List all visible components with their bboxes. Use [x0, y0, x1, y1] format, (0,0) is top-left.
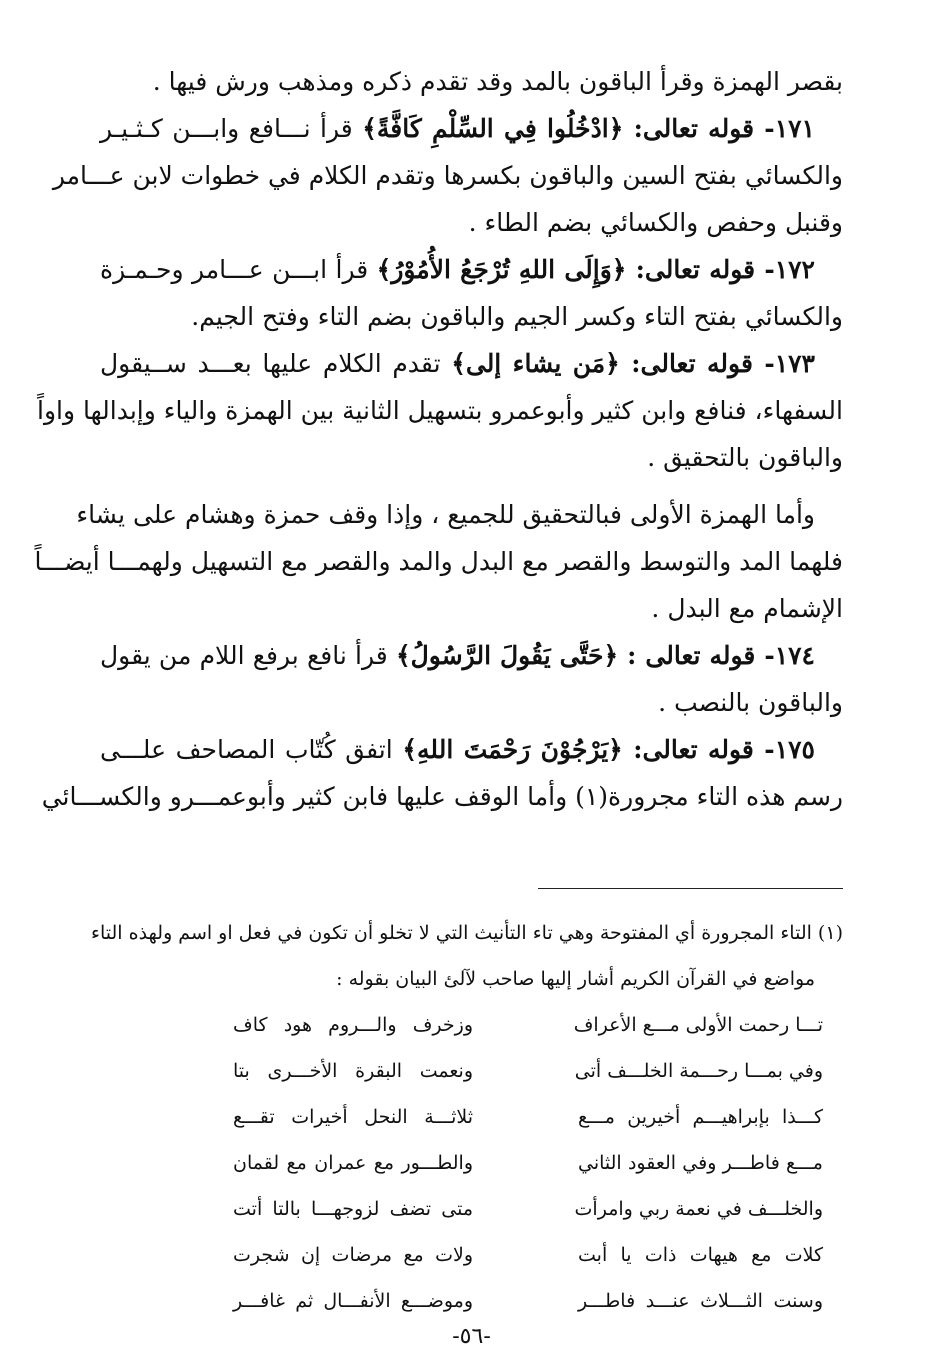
text-line: فلهما المد والتوسط والقصر مع البدل والمد والقصر مع التسهيل ولهمـــا أيضـــاً: [34, 547, 843, 576]
text-line: رسم هذه التاء مجرورة(١) وأما الوقف عليها فابن كثير وأبوعمـــرو والكســـائي: [41, 782, 843, 811]
verse-first-hemistich: وسنت الثـــلاث عنـــد فاطـــر: [578, 1290, 823, 1312]
verse-first-hemistich: مـــع فاطـــر وفي العقود الثاني: [578, 1152, 823, 1174]
verse-second-hemistich: ثلاثـــة النحل أخيرات تقـــع: [233, 1106, 473, 1128]
text-line: والباقون بالتحقيق .: [647, 443, 843, 472]
main-text: [34, 58, 843, 820]
text-line: السفهاء، فنافع وابن كثير وأبوعمرو بتسهيل الثانية بين الهمزة والياء وإبدالها واواً: [37, 396, 843, 425]
verse-second-hemistich: متى تضف لزوجهـــا بالتا أتت: [233, 1198, 473, 1220]
verse-first-hemistich: كـــذا بإبراهيـــم أخيرين مـــع: [578, 1106, 823, 1128]
text-line: والكسائي بفتح السين والباقون بكسرها وتقدم الكلام في خطوات لابن عـــامر: [52, 161, 843, 190]
verse-row: [0, 1094, 943, 1140]
verse-second-hemistich: والطـــور مع عمران مع لقمان: [233, 1152, 473, 1174]
verse-second-hemistich: ونعمت البقرة الأخـــرى بتا: [233, 1060, 473, 1082]
verse-first-hemistich: وفي بمـــا رحـــمة الخلـــف أتى: [574, 1060, 823, 1082]
text-line: وقنبل وحفص والكسائي بضم الطاء .: [468, 208, 843, 237]
poem-verses: [0, 1002, 943, 1324]
footnote-divider: [538, 888, 843, 889]
verse-first-hemistich: والخلـــف في نعمة ربي وامرأت: [574, 1198, 823, 1220]
text-line: والباقون بالنصب .: [658, 688, 843, 717]
verse-row: [0, 1186, 943, 1232]
paragraph-gap: [100, 481, 843, 491]
text-line: بقصر الهمزة وقرأ الباقون بالمد وقد تقدم ذكره ومذهب ورش فيها .: [152, 67, 843, 96]
text-line: الإشمام مع البدل .: [651, 594, 843, 623]
footnote-line: (١) التاء المجرورة أي المفتوحة وهي تاء التأنيث التي لا تخلو أن تكون في فعل او اسم ولهذه التاء: [91, 922, 843, 944]
verse-row: [0, 1232, 943, 1278]
verse-second-hemistich: ولات مع مرضات إن شجرت: [233, 1244, 473, 1266]
verse-first-hemistich: كلات مع هيهات ذات يا أبت: [578, 1244, 823, 1266]
verse-row: [0, 1002, 943, 1048]
text-line: وأما الهمزة الأولى فبالتحقيق للجميع ، وإذا وقف حمزة وهشام على يشاء: [76, 500, 815, 529]
footnote-line: مواضع في القرآن الكريم أشار إليها صاحب لآلئ البيان بقوله :: [336, 968, 815, 990]
page-number: -٥٦-: [452, 1324, 491, 1349]
footnote: [91, 910, 843, 1002]
text-line: ١٧٤- قوله تعالى : ﴿حَتَّى يَقُولَ الرَّسُولُ﴾ قرأ نافع برفع اللام من يقول: [100, 641, 815, 670]
text-line: ١٧٢- قوله تعالى: ﴿وَإِلَى اللهِ تُرْجَعُ الأُمُوْرُ﴾ قرأ ابـــن عـــامر وحـمـزة: [100, 255, 815, 284]
verse-first-hemistich: تـــا رحمت الأولى مـــع الأعراف: [573, 1014, 823, 1036]
text-line: ١٧٥- قوله تعالى: ﴿يَرْجُوْنَ رَحْمَتَ اللهِ﴾ اتفق كُتّاب المصاحف علـــى: [100, 735, 815, 764]
verse-second-hemistich: وزخرف والـــروم هود كاف: [233, 1014, 473, 1036]
text-line: والكسائي بفتح التاء وكسر الجيم والباقون بضم التاء وفتح الجيم.: [191, 302, 843, 331]
verse-row: [0, 1048, 943, 1094]
verse-row: [0, 1140, 943, 1186]
verse-row: [0, 1278, 943, 1324]
text-line: ١٧١- قوله تعالى: ﴿ادْخُلُوا فِي السِّلْمِ كَافَّةً﴾ قرأ نـــافع وابـــن كـثـيـر: [100, 114, 815, 143]
text-line: ١٧٣- قوله تعالى: ﴿مَن يشاء إلى﴾ تقدم الكلام عليها بعـــد ســيقول: [100, 349, 815, 378]
verse-second-hemistich: وموضـــع الأنفـــال ثم غافـــر: [233, 1290, 473, 1312]
